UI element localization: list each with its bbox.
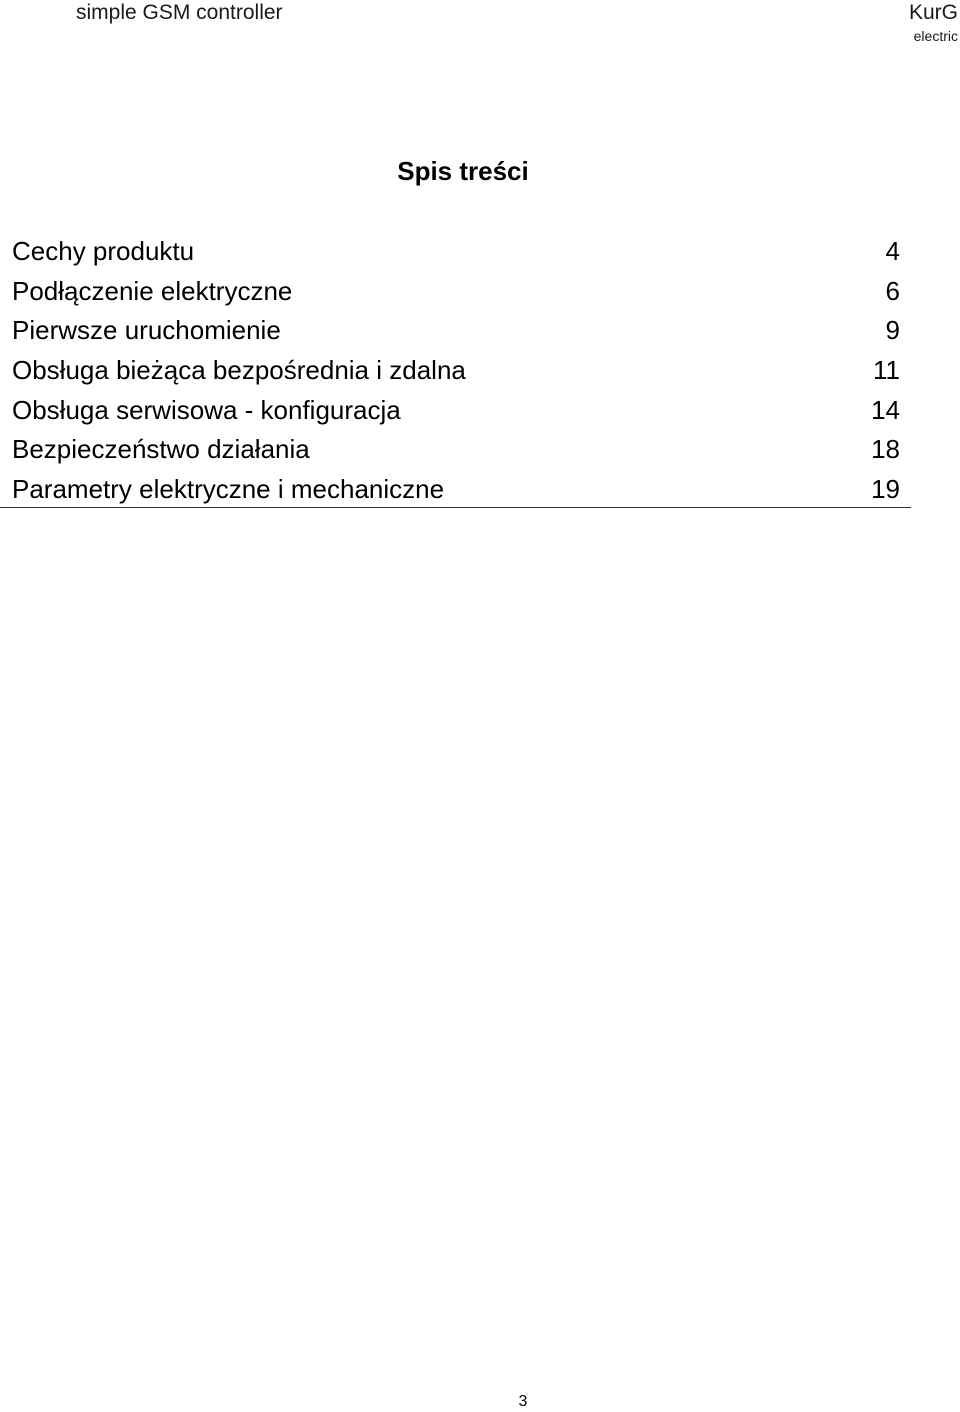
toc-entry-label: Obsługa bieżąca bezpośrednia i zdalna [12,355,466,386]
toc-entry-page: 14 [871,394,900,425]
toc-heading: Spis treści [397,156,529,186]
toc-entry-label: Bezpieczeństwo działania [12,434,310,465]
toc-bottom-divider [0,507,911,508]
toc-entry-podlaczenie-elektryczne[interactable] [12,273,900,313]
toc-entry-parametry[interactable] [12,471,900,511]
toc-entry-obsluga-serwisowa[interactable] [12,392,900,432]
toc-entry-page: 9 [885,315,900,346]
toc-entry-page: 6 [885,275,900,306]
toc-entry-page: 19 [871,474,900,505]
toc-entry-page: 11 [873,355,900,386]
toc-entry-page: 4 [885,236,900,266]
brand-block [909,0,958,45]
toc-entry-label: Cechy produktu [12,236,195,266]
toc-entry-pierwsze-uruchomienie[interactable] [12,312,900,352]
toc-entry-label: Parametry elektryczne i mechaniczne [12,474,445,505]
toc-entry-label: Obsługa serwisowa - konfiguracja [12,394,401,425]
brand-subtitle: electric [913,28,958,44]
toc-entry-cechy-produktu[interactable] [12,233,900,273]
toc-entry-obsluga-biezaca[interactable] [12,352,900,392]
table-of-contents [12,233,900,511]
brand-name: KurG [908,1,958,24]
toc-entry-page: 18 [871,434,900,465]
toc-entry-bezpieczenstwo[interactable] [12,431,900,471]
page-number: 3 [518,1393,528,1410]
document-title: simple GSM controller [76,1,283,24]
toc-entry-label: Pierwsze uruchomienie [12,315,281,346]
toc-entry-label: Podłączenie elektryczne [12,275,293,306]
